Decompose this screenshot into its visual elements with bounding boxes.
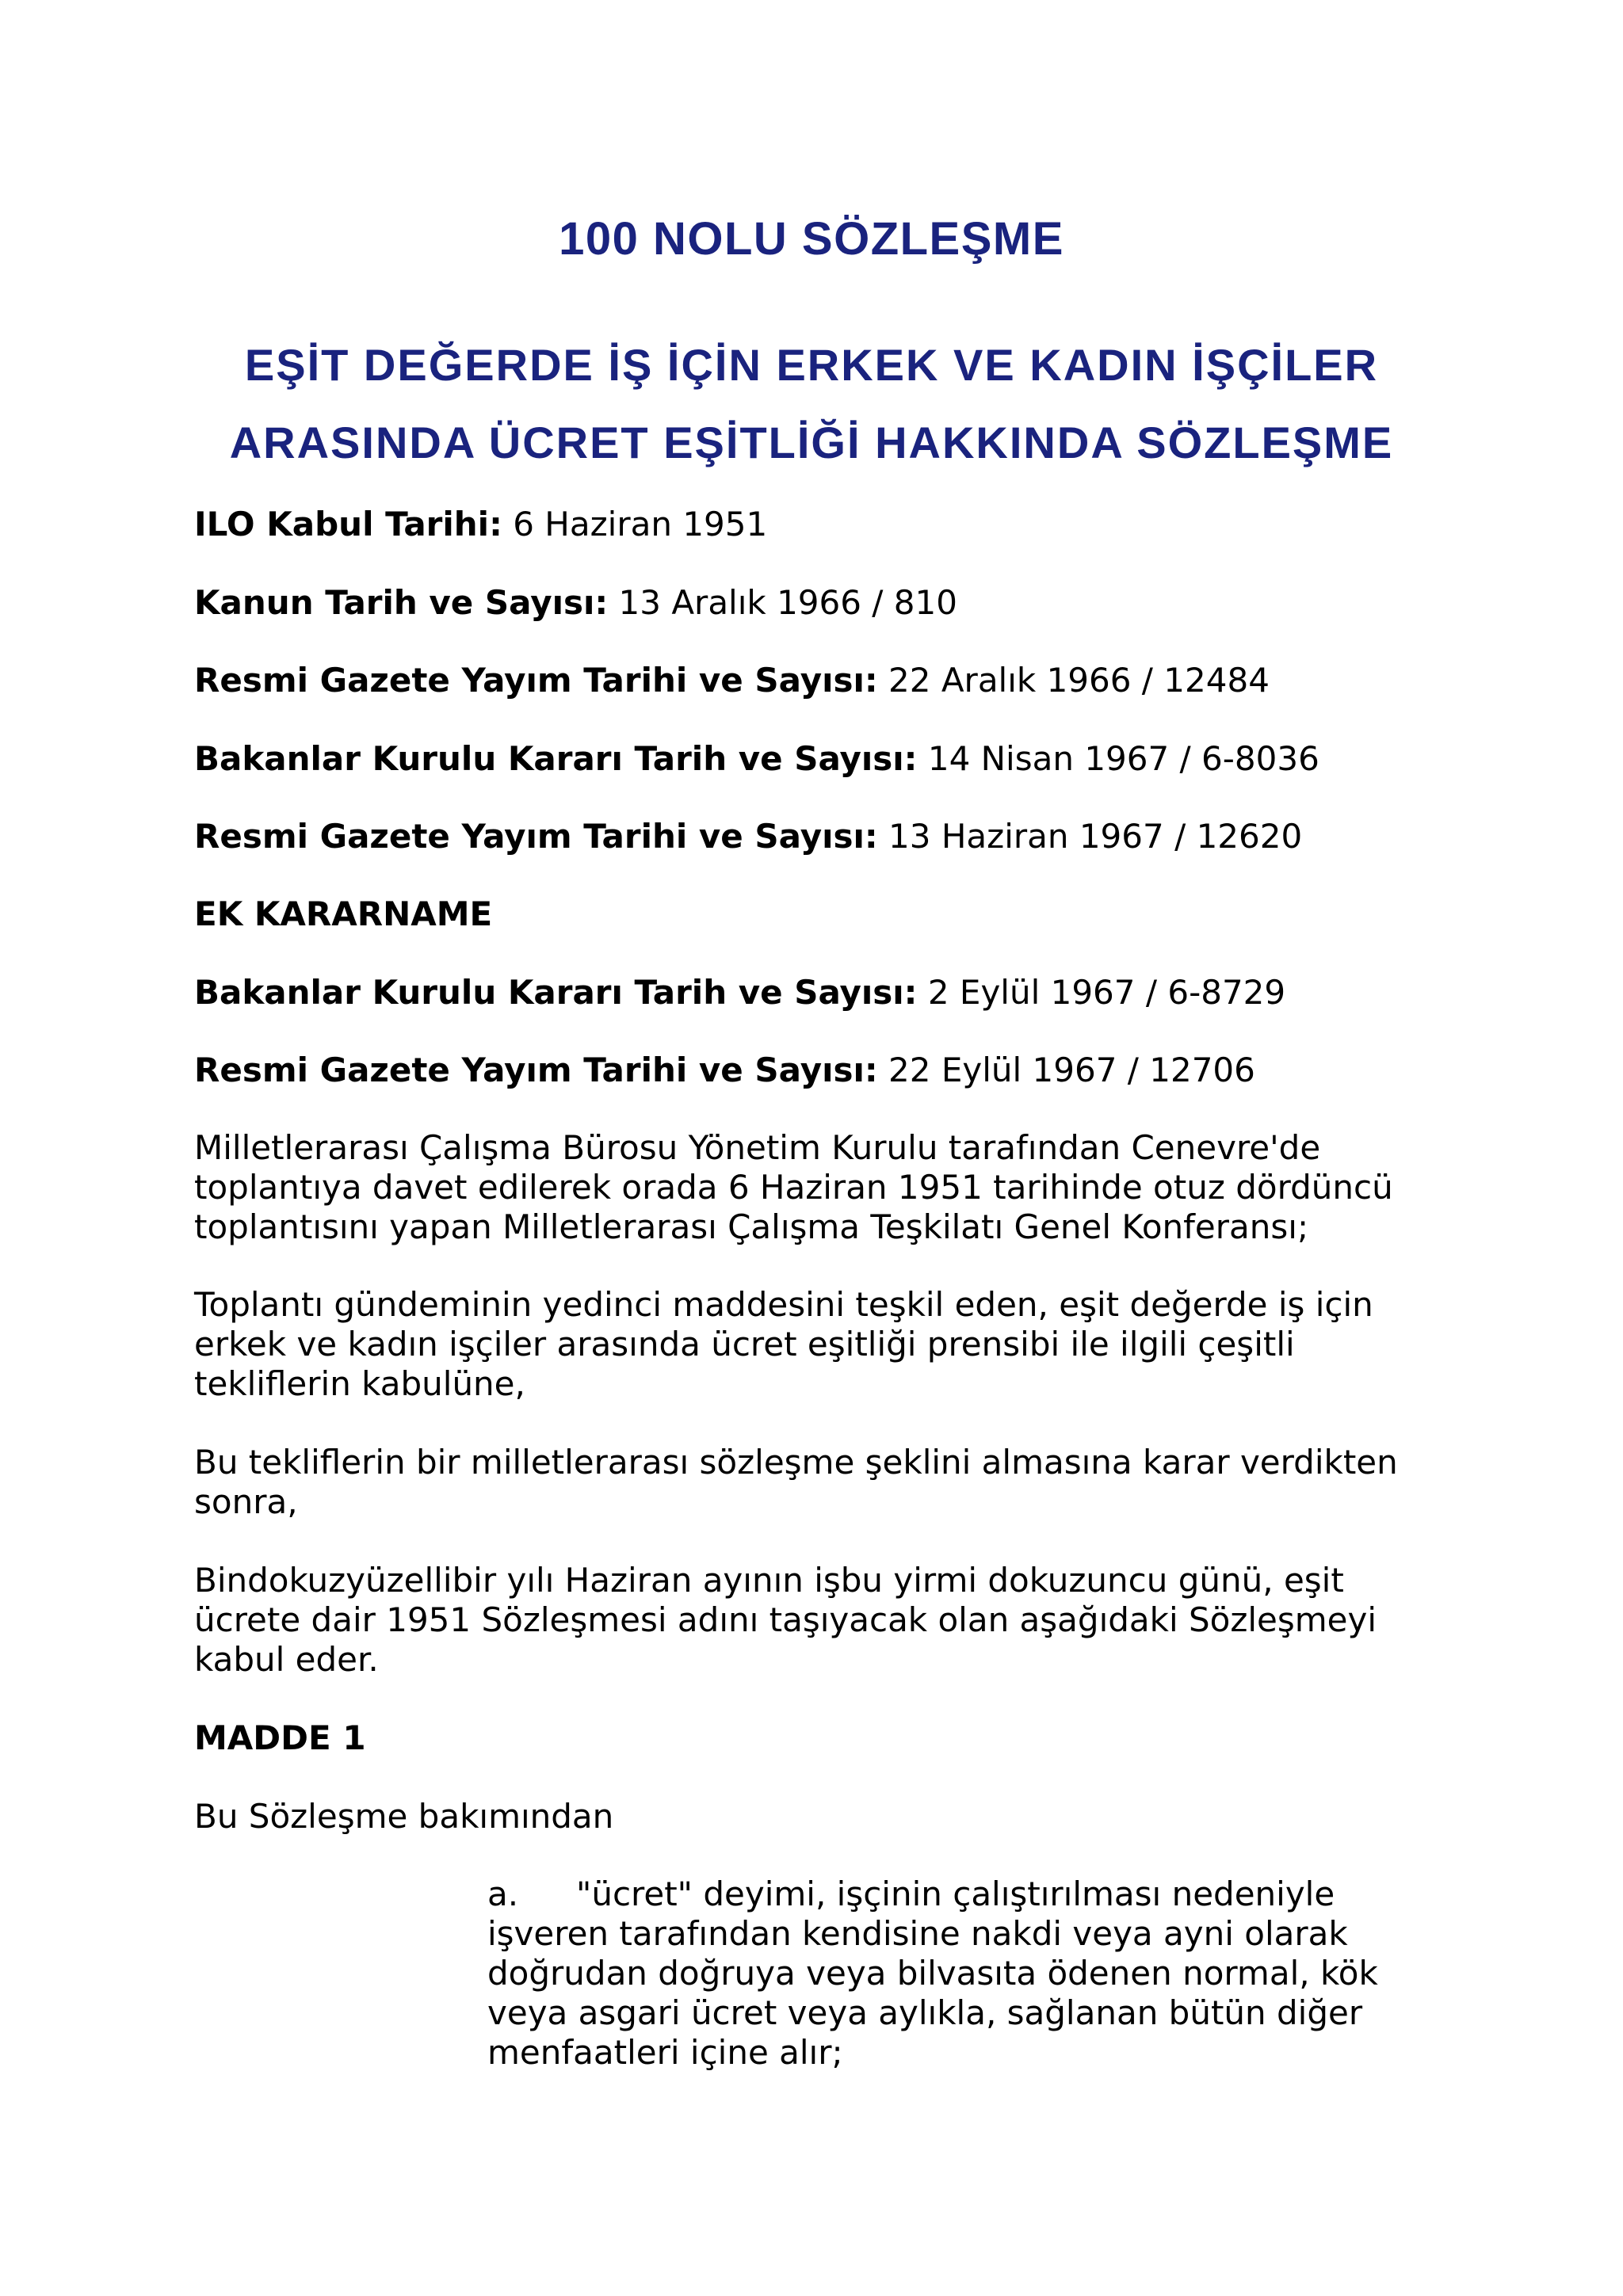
subtitle-line-2: ARASINDA ÜCRET EŞİTLİĞİ HAKKINDA SÖZLEŞME [229, 418, 1394, 467]
meta-law-date-number [194, 583, 957, 623]
meta-label: Kanun Tarih ve Sayısı: [194, 583, 609, 622]
ek-kararname-heading: EK KARARNAME [194, 894, 493, 933]
preamble-paragraph-2: Toplantı gündeminin yedinci maddesini teşkil eden, eşit değerde iş için erkek ve kadın işçiler arasında ücret eşitliği prensibi ile ilgili çeşitli tekliflerin kabulüne, [194, 1285, 1373, 1403]
meta-label: Bakanlar Kurulu Kararı Tarih ve Sayısı: [194, 739, 918, 778]
meta-label: Resmi Gazete Yayım Tarihi ve Sayısı: [194, 661, 878, 700]
meta-value: 14 Nisan 1967 / 6-8036 [927, 739, 1319, 778]
meta-official-gazette-1 [194, 661, 1270, 700]
preamble-paragraph-3: Bu tekliflerin bir milletlerarası sözleşme şeklini almasına karar verdikten sonra, [194, 1443, 1398, 1521]
meta-label: Resmi Gazete Yayım Tarihi ve Sayısı: [194, 817, 878, 856]
meta-value: 13 Haziran 1967 / 12620 [888, 817, 1303, 856]
preamble-paragraph-4: Bindokuzyüzellibir yılı Haziran ayının işbu yirmi dokuzuncu günü, eşit ücrete dair 1951 Sözleşmesi adını taşıyacak olan aşağıdaki Sözleşmeyi kabul eder. [194, 1561, 1377, 1679]
meta-value: 13 Aralık 1966 / 810 [618, 583, 957, 622]
meta-value: 6 Haziran 1951 [513, 505, 768, 543]
meta-value: 2 Eylül 1967 / 6-8729 [927, 973, 1286, 1012]
meta-ilo-adoption-date [194, 505, 767, 544]
meta-label: Bakanlar Kurulu Kararı Tarih ve Sayısı: [194, 973, 918, 1012]
meta-value: 22 Eylül 1967 / 12706 [888, 1051, 1255, 1089]
meta-cabinet-decision [194, 739, 1319, 779]
article-item-a: a. "ücret" deyimi, işçinin çalıştırılması nedeniyle işveren tarafından kendisine nakdi veya ayni olarak doğrudan doğruya veya bilvasıta ödenen normal, kök veya asgari ücret veya aylıkla, sağlanan bütün diğer menfaatleri içine alır; [487, 1875, 1378, 2072]
item-marker: a. [487, 1875, 519, 1913]
meta-official-gazette-2 [194, 817, 1302, 856]
meta-label: Resmi Gazete Yayım Tarihi ve Sayısı: [194, 1051, 878, 1089]
article-heading: MADDE 1 [194, 1718, 366, 1757]
article-intro: Bu Sözleşme bakımından [194, 1797, 614, 1836]
document-title: 100 NOLU SÖZLEŞME [559, 213, 1064, 265]
document-subtitle [0, 326, 1623, 482]
meta-value: 22 Aralık 1966 / 12484 [888, 661, 1270, 700]
preamble-paragraph-1: Milletlerarası Çalışma Bürosu Yönetim Kurulu tarafından Cenevre'de toplantıya davet edilerek orada 6 Haziran 1951 tarihinde otuz dördüncü toplantısını yapan Milletlerarası Çalışma Teşkilatı Genel Konferansı; [194, 1128, 1393, 1246]
ek-meta-cabinet-decision [194, 973, 1285, 1013]
meta-label: ILO Kabul Tarihi: [194, 505, 502, 543]
ek-meta-official-gazette [194, 1051, 1255, 1090]
subtitle-line-1: EŞİT DEĞERDE İŞ İÇİN ERKEK VE KADIN İŞÇİLER [244, 340, 1379, 390]
